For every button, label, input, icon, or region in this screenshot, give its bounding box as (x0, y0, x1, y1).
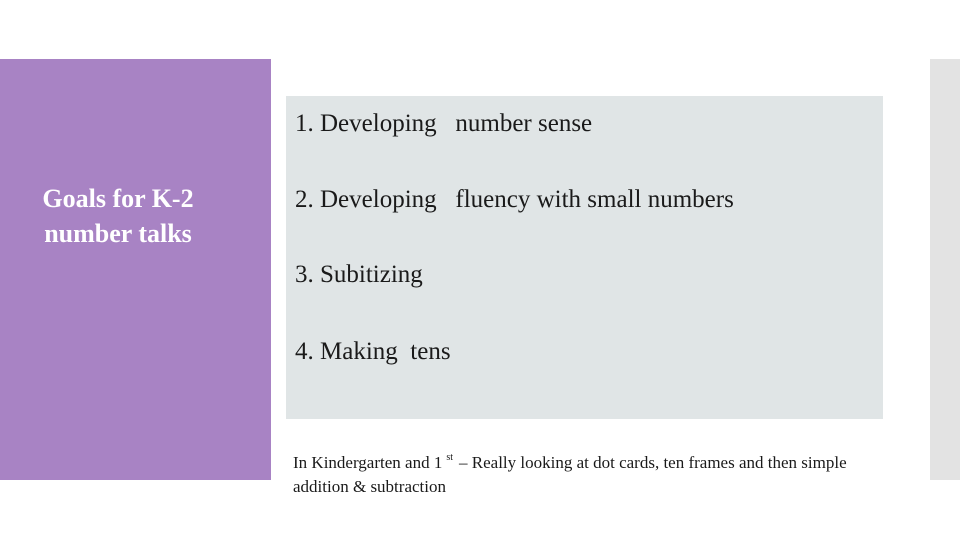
goal-item-2: 2. Developing fluency with small numbers (295, 186, 734, 213)
note-superscript: st (446, 452, 454, 463)
slide-title: Goals for K-2 number talks (42, 184, 194, 248)
goals-box (286, 96, 883, 419)
note-text (293, 446, 853, 499)
goal-item-3: 3. Subitizing (295, 261, 423, 288)
note-text-start: In Kindergarten and 1 (293, 453, 443, 472)
goal-item-1: 1. Developing number sense (295, 110, 593, 137)
note-text-end: – Really looking at dot cards, ten frames and then simple addition & subtraction (293, 453, 847, 496)
right-accent-strip (930, 59, 960, 480)
title-panel (0, 59, 271, 480)
goal-item-4: 4. Making tens (295, 338, 451, 365)
